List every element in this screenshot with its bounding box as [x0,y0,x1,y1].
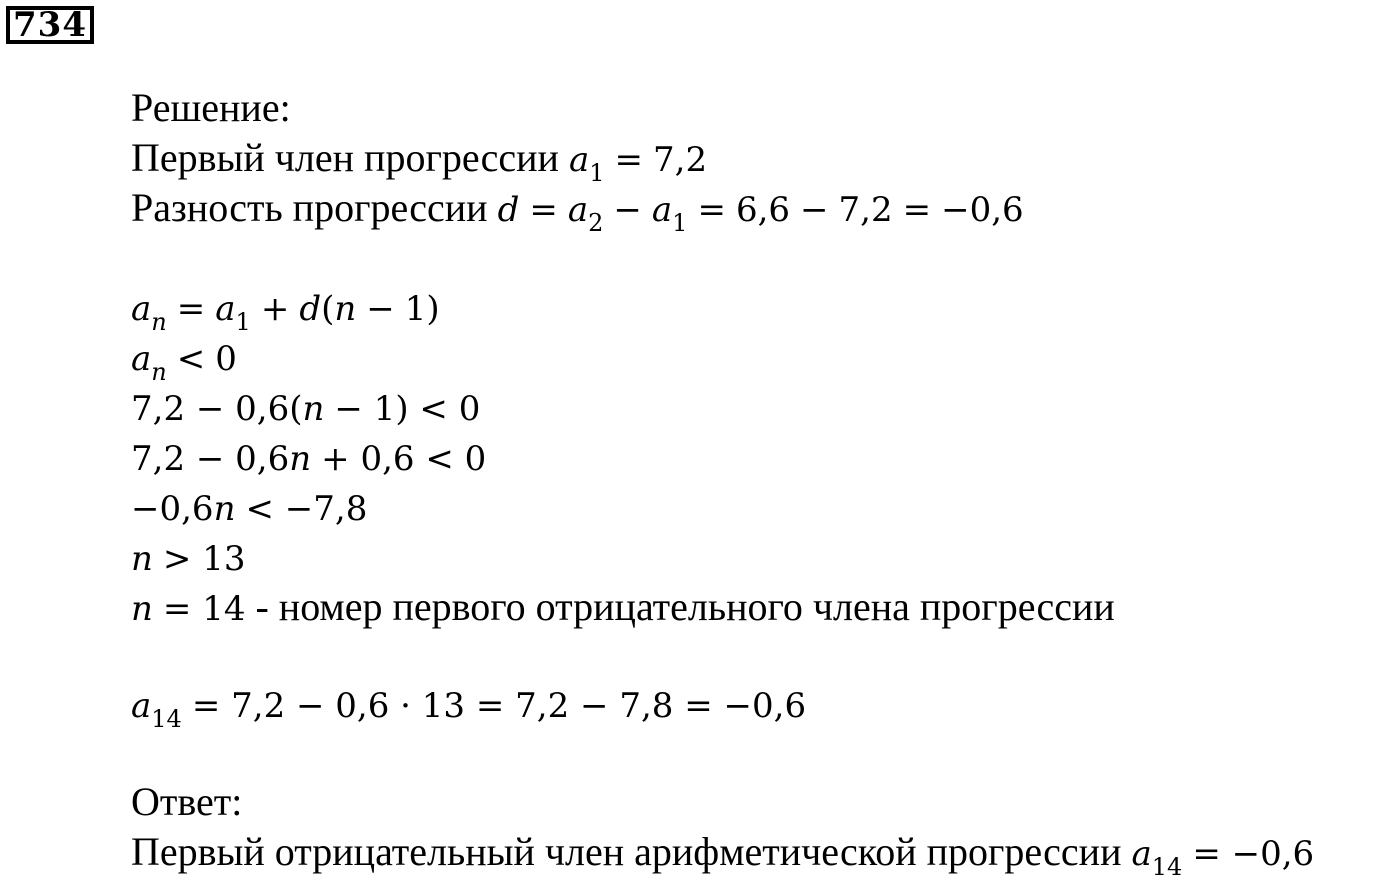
difference-value-a2: 6,6 [735,190,791,230]
difference-line: Разность прогрессии $d = a_2 - a_1 = 6,6 - 7,2 = -0,6$ [131,185,1024,237]
inequality-1-right: − 1) < 0 [334,389,481,429]
formula-line: $a_n = a_1 + d(n - 1)$ [131,289,440,336]
first-term-line: Первый член прогрессии $a_1 = 7,2$ [131,135,708,187]
difference-value-a1: 7,2 [838,190,893,230]
inequality-2-right: + 0,6 < 0 [321,439,487,479]
first-term-text: Первый член прогрессии [131,135,559,180]
difference-result: −0,6 [941,190,1024,230]
inequality-line-1: 7,2 − 0,6(n − 1) < 0 [131,389,481,429]
result-note: - номер первого отрицательного члена прогрессии [245,584,1115,629]
result-line: n = 14 - номер первого отрицательного члена прогрессии [131,584,1115,629]
first-term-value: 7,2 [653,140,708,180]
inequality-line-3: −0,6n < −7,8 [131,489,368,529]
inequality-4-right: > 13 [162,539,246,579]
problem-number: 734 [6,6,94,44]
inequality-1-left: 7,2 − 0,6( [131,389,303,429]
computation-expression: = 7,2 − 0,6 · 13 = 7,2 − 7,8 = −0,6 [191,686,807,726]
difference-text: Разность прогрессии [131,185,488,230]
result-value: = 14 [162,589,246,629]
computation-line: $a_{14} = 7,2 - 0,6 \cdot 13 = 7,2 - 7,8 = -0,6$ [131,686,807,733]
inequality-line-4: n > 13 [131,539,246,579]
answer-sub: 14 [1151,853,1183,881]
solution-heading: Решение: [131,85,291,130]
answer-value: = −0,6 [1192,834,1315,874]
answer-text: Первый отрицательный член арифметической прогрессии [131,829,1122,874]
inequality-3-left: −0,6 [131,489,214,529]
answer-heading: Ответ: [131,779,243,824]
inequality-3-right: < −7,8 [245,489,368,529]
condition-line: $a_n < 0$ [131,339,237,386]
inequality-line-2: 7,2 − 0,6n + 0,6 < 0 [131,439,487,479]
computation-sub: 14 [151,705,182,733]
inequality-2-left: 7,2 − 0,6 [131,439,290,479]
answer-line: Первый отрицательный член арифметической прогрессии $a_{14} = -0,6$ [131,829,1315,881]
